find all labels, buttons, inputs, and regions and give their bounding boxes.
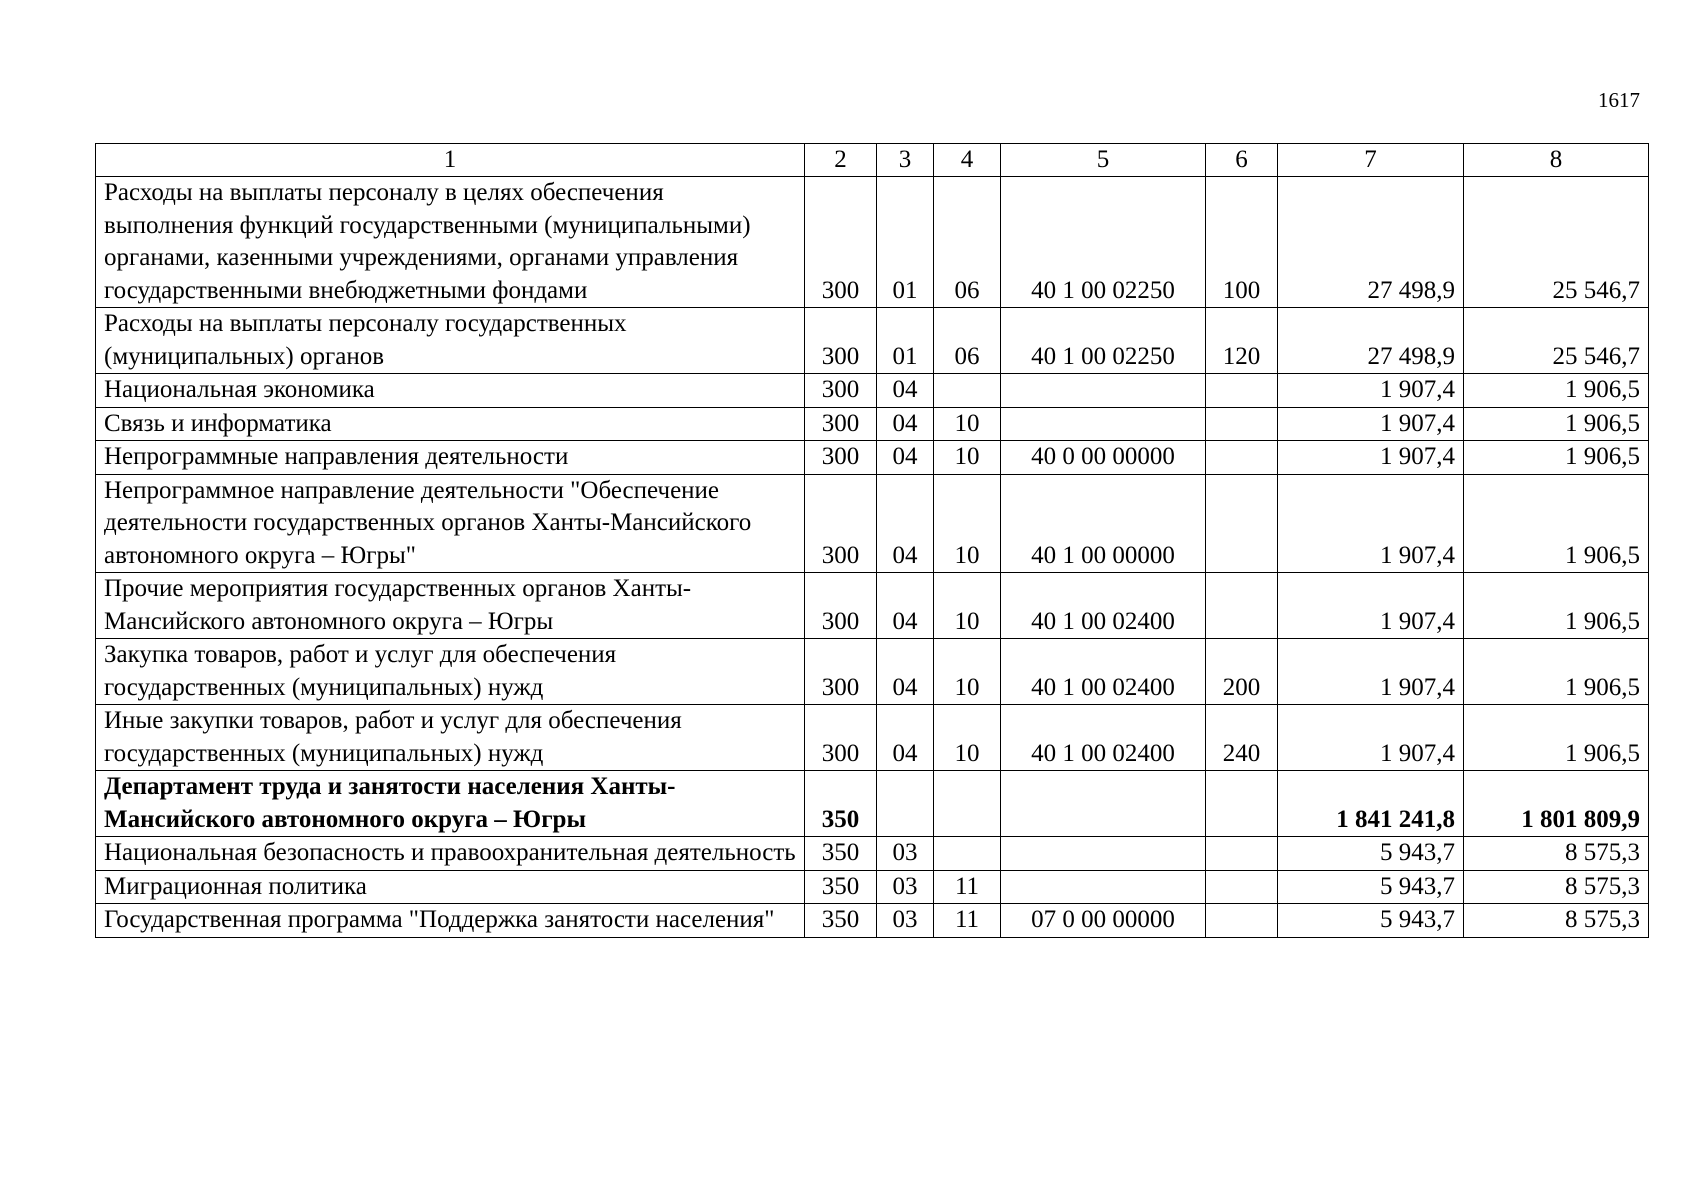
cell-col-3: 03	[877, 837, 934, 871]
cell-col-6	[1206, 407, 1278, 441]
table-row	[96, 870, 1649, 904]
cell-col-5: 40 1 00 02400	[1001, 573, 1206, 639]
cell-col-8: 1 906,5	[1464, 474, 1649, 573]
cell-col-3: 03	[877, 870, 934, 904]
cell-name: Расходы на выплаты персоналу государственных (муниципальных) органов	[96, 308, 805, 374]
table-row	[96, 573, 1649, 639]
cell-col-2: 300	[805, 705, 877, 771]
cell-name: Национальная безопасность и правоохранительная деятельность	[96, 837, 805, 871]
cell-col-5	[1001, 870, 1206, 904]
cell-name: Миграционная политика	[96, 870, 805, 904]
cell-col-3: 04	[877, 705, 934, 771]
cell-col-6	[1206, 837, 1278, 871]
cell-col-2: 300	[805, 374, 877, 408]
cell-col-8: 1 906,5	[1464, 705, 1649, 771]
cell-col-5: 40 0 00 00000	[1001, 441, 1206, 475]
cell-col-5	[1001, 771, 1206, 837]
cell-col-5	[1001, 407, 1206, 441]
cell-col-6: 200	[1206, 639, 1278, 705]
cell-col-5	[1001, 374, 1206, 408]
cell-col-2: 300	[805, 573, 877, 639]
header-col-6: 6	[1206, 144, 1278, 177]
header-col-7: 7	[1278, 144, 1464, 177]
cell-col-3: 04	[877, 407, 934, 441]
cell-col-4: 10	[934, 639, 1001, 705]
cell-col-6	[1206, 573, 1278, 639]
table-row	[96, 705, 1649, 771]
table-row	[96, 837, 1649, 871]
cell-col-7: 5 943,7	[1278, 904, 1464, 938]
cell-col-2: 350	[805, 837, 877, 871]
cell-name: Расходы на выплаты персоналу в целях обеспечения выполнения функций государственными (муниципальными) органами, казенными учреждениями, органами управления государственными внебюджетными фондами	[96, 177, 805, 308]
cell-col-2: 300	[805, 308, 877, 374]
cell-col-6: 100	[1206, 177, 1278, 308]
header-col-3: 3	[877, 144, 934, 177]
cell-col-7: 5 943,7	[1278, 870, 1464, 904]
header-col-8: 8	[1464, 144, 1649, 177]
cell-col-8: 1 906,5	[1464, 441, 1649, 475]
table-row	[96, 407, 1649, 441]
cell-col-4: 06	[934, 177, 1001, 308]
cell-col-6	[1206, 904, 1278, 938]
cell-col-8: 1 801 809,9	[1464, 771, 1649, 837]
cell-col-4	[934, 771, 1001, 837]
cell-name: Непрограммные направления деятельности	[96, 441, 805, 475]
cell-col-2: 300	[805, 177, 877, 308]
cell-col-7: 27 498,9	[1278, 308, 1464, 374]
cell-col-7: 1 907,4	[1278, 374, 1464, 408]
cell-col-5: 40 1 00 02400	[1001, 705, 1206, 771]
table-row	[96, 308, 1649, 374]
cell-col-4: 10	[934, 573, 1001, 639]
cell-col-7: 1 907,4	[1278, 639, 1464, 705]
cell-col-8: 1 906,5	[1464, 639, 1649, 705]
cell-col-7: 1 907,4	[1278, 573, 1464, 639]
cell-col-2: 300	[805, 441, 877, 475]
cell-col-3: 01	[877, 177, 934, 308]
cell-col-8: 8 575,3	[1464, 837, 1649, 871]
cell-col-7: 1 841 241,8	[1278, 771, 1464, 837]
cell-col-7: 27 498,9	[1278, 177, 1464, 308]
cell-col-5: 40 1 00 02250	[1001, 177, 1206, 308]
cell-col-4	[934, 837, 1001, 871]
cell-col-2: 300	[805, 407, 877, 441]
header-col-4: 4	[934, 144, 1001, 177]
cell-name: Закупка товаров, работ и услуг для обеспечения государственных (муниципальных) нужд	[96, 639, 805, 705]
cell-col-2: 350	[805, 870, 877, 904]
cell-col-6: 120	[1206, 308, 1278, 374]
cell-col-6: 240	[1206, 705, 1278, 771]
table-row	[96, 374, 1649, 408]
table-header-row	[96, 144, 1649, 177]
cell-col-5: 40 1 00 00000	[1001, 474, 1206, 573]
cell-col-3: 04	[877, 374, 934, 408]
budget-table	[95, 143, 1649, 938]
table-row	[96, 441, 1649, 475]
cell-col-2: 300	[805, 639, 877, 705]
cell-col-6	[1206, 374, 1278, 408]
table-row	[96, 639, 1649, 705]
cell-col-3: 01	[877, 308, 934, 374]
cell-col-6	[1206, 441, 1278, 475]
cell-col-4: 10	[934, 441, 1001, 475]
cell-col-3	[877, 771, 934, 837]
cell-col-4: 06	[934, 308, 1001, 374]
page-number: 1617	[1598, 88, 1640, 112]
cell-col-4: 11	[934, 870, 1001, 904]
cell-name: Государственная программа "Поддержка занятости населения"	[96, 904, 805, 938]
cell-col-5: 40 1 00 02400	[1001, 639, 1206, 705]
cell-col-8: 8 575,3	[1464, 904, 1649, 938]
cell-col-5: 40 1 00 02250	[1001, 308, 1206, 374]
table-row	[96, 904, 1649, 938]
cell-name: Национальная экономика	[96, 374, 805, 408]
cell-col-4: 10	[934, 705, 1001, 771]
cell-col-2: 350	[805, 771, 877, 837]
cell-col-6	[1206, 474, 1278, 573]
cell-col-4: 10	[934, 407, 1001, 441]
cell-col-3: 03	[877, 904, 934, 938]
header-col-2: 2	[805, 144, 877, 177]
cell-col-8: 1 906,5	[1464, 573, 1649, 639]
cell-col-7: 5 943,7	[1278, 837, 1464, 871]
cell-col-8: 1 906,5	[1464, 374, 1649, 408]
table-row	[96, 771, 1649, 837]
table-row	[96, 177, 1649, 308]
cell-col-4: 10	[934, 474, 1001, 573]
cell-name: Прочие мероприятия государственных органов Ханты-Мансийского автономного округа – Югры	[96, 573, 805, 639]
cell-col-7: 1 907,4	[1278, 441, 1464, 475]
cell-col-3: 04	[877, 639, 934, 705]
cell-col-3: 04	[877, 573, 934, 639]
header-col-5: 5	[1001, 144, 1206, 177]
cell-col-8: 1 906,5	[1464, 407, 1649, 441]
table-body	[96, 177, 1649, 938]
cell-name: Связь и информатика	[96, 407, 805, 441]
cell-name: Непрограммное направление деятельности "Обеспечение деятельности государственных органов Ханты-Мансийского автономного округа – Югры"	[96, 474, 805, 573]
table-row	[96, 474, 1649, 573]
cell-col-8: 25 546,7	[1464, 308, 1649, 374]
cell-col-7: 1 907,4	[1278, 705, 1464, 771]
cell-col-5: 07 0 00 00000	[1001, 904, 1206, 938]
cell-col-4	[934, 374, 1001, 408]
cell-col-2: 350	[805, 904, 877, 938]
cell-col-8: 8 575,3	[1464, 870, 1649, 904]
cell-col-3: 04	[877, 441, 934, 475]
cell-col-8: 25 546,7	[1464, 177, 1649, 308]
cell-col-6	[1206, 870, 1278, 904]
cell-col-2: 300	[805, 474, 877, 573]
cell-name: Департамент труда и занятости населения Ханты-Мансийского автономного округа – Югры	[96, 771, 805, 837]
cell-col-6	[1206, 771, 1278, 837]
cell-col-5	[1001, 837, 1206, 871]
cell-col-3: 04	[877, 474, 934, 573]
cell-col-7: 1 907,4	[1278, 407, 1464, 441]
cell-col-7: 1 907,4	[1278, 474, 1464, 573]
header-col-1: 1	[96, 144, 805, 177]
cell-name: Иные закупки товаров, работ и услуг для обеспечения государственных (муниципальных) нужд	[96, 705, 805, 771]
cell-col-4: 11	[934, 904, 1001, 938]
